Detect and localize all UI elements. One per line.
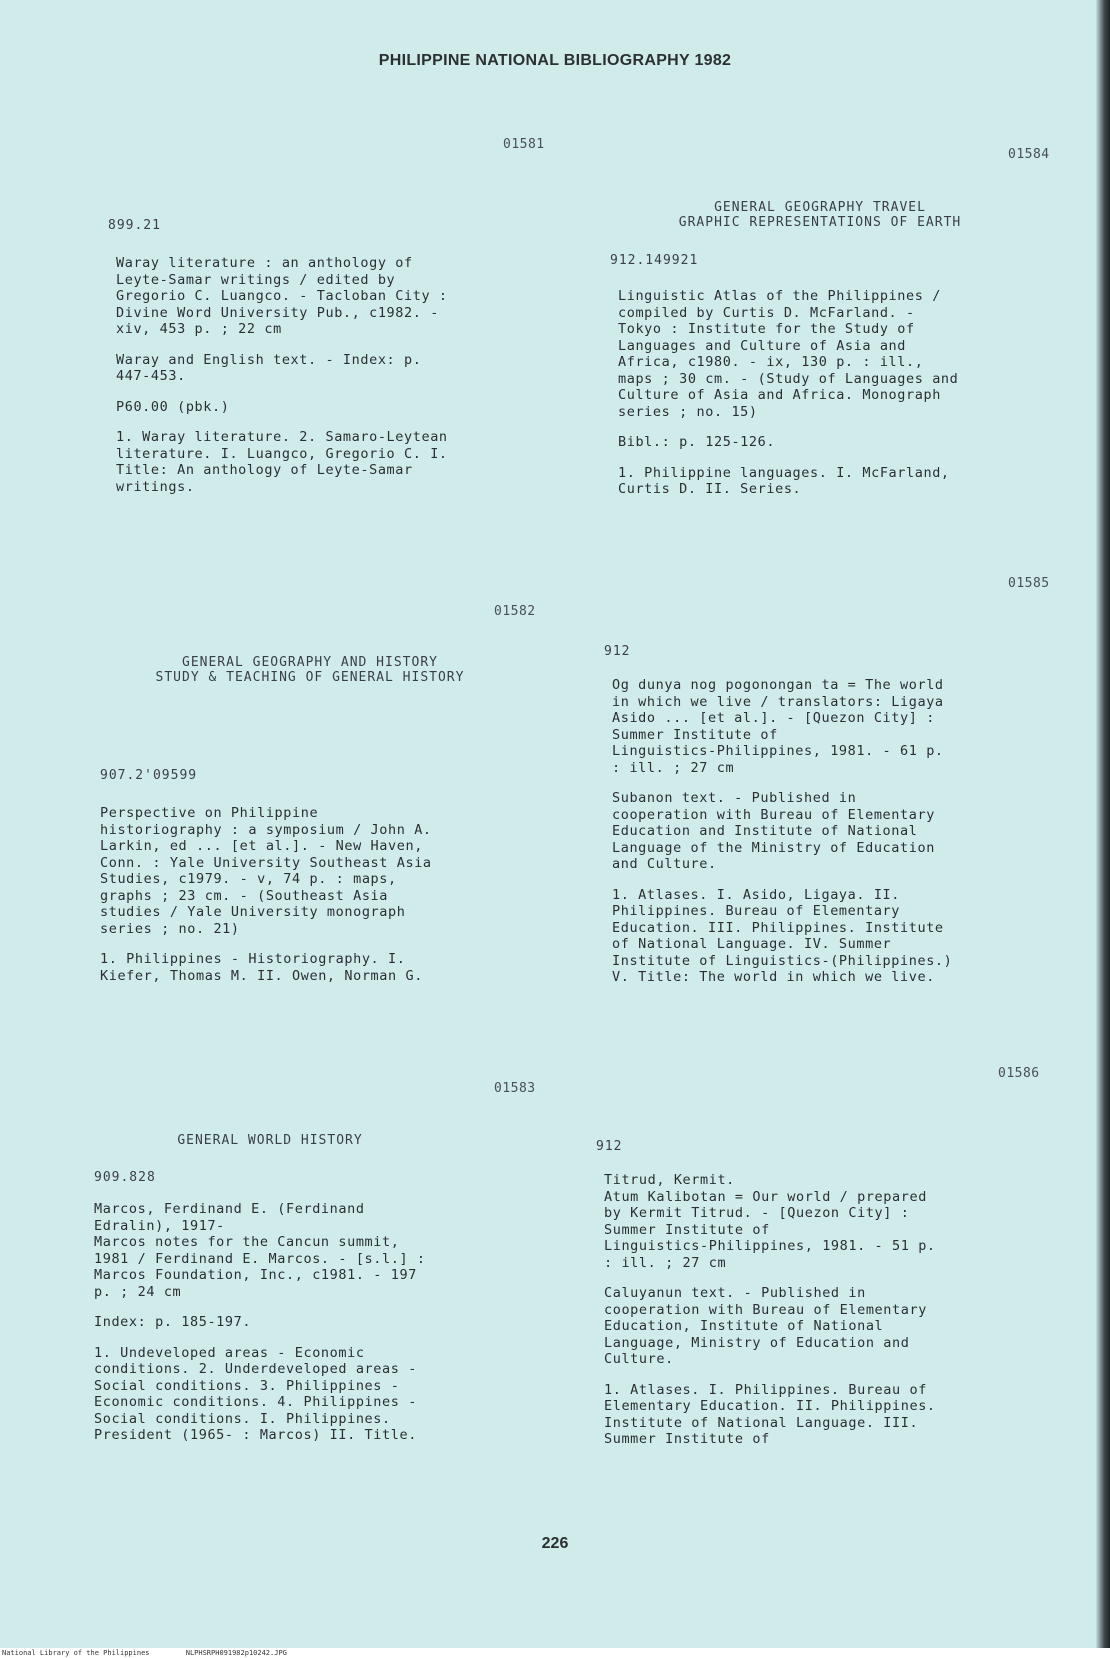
entry-description: Og dunya nog pogonongan ta = The world in which we live / translators: Ligaya Asido ... [et al.]. - [Quezon City] : Summer Institute of Linguistics-Philippines, 1981. - 61 p. : ill. ; 27 cm xyxy=(612,677,944,776)
class-number: 899.21 xyxy=(108,218,161,233)
entry-tracings: 1. Atlases. I. Asido, Ligaya. II. Philippines. Bureau of Elementary Education. III. Philippines. Institute of National Language. IV. Summer Institute of Linguistics-(Philippines.) V. Title: The world in which we live. xyxy=(612,886,953,985)
entry-note: Waray and English text. - Index: p. 447-453. xyxy=(116,351,422,384)
footer-image-filename: NLPHSRPH091982p10242.JPG xyxy=(185,1649,287,1657)
entry-tracings: 1. Atlases. I. Philippines. Bureau of Elementary Education. II. Philippines. Institute of National Language. III. Summer Institute of xyxy=(604,1381,936,1447)
entry-tracings: 1. Philippine languages. I. McFarland, Curtis D. II. Series. xyxy=(618,464,950,497)
entry-number: 01582 xyxy=(494,604,536,619)
entry-description: Waray literature : an anthology of Leyte-Samar writings / edited by Gregorio C. Luangco. - Tacloban City : Divine Word University Pub., c1982. - xiv, 453 p. ; 22 cm xyxy=(116,255,448,337)
class-number: 909.828 xyxy=(94,1170,156,1185)
entry-description: Perspective on Philippine historiography : a symposium / John A. Larkin, ed ... [et al.]. - New Haven, Conn. : Yale University Southeast Asia Studies, c1979. - v, 74 p. : maps, graphs ; 23 cm. - (Southeast Asia studies / Yale University monograph series ; no. 21) xyxy=(100,805,432,937)
footer-library-name: National Library of the Philippines xyxy=(2,1649,150,1657)
entry-note: Subanon text. - Published in cooperation with Bureau of Elementary Education and Institute of National Language of the Ministry of Education and Culture. xyxy=(612,790,935,872)
entry-tracings: 1. Waray literature. 2. Samaro-Leytean literature. I. Luangco, Gregorio C. I. Title: An anthology of Leyte-Samar writings. xyxy=(116,429,448,495)
entry-note: Caluyanun text. - Published in cooperation with Bureau of Elementary Education, Institute of National Language, Ministry of Education and Culture. xyxy=(604,1285,927,1367)
entry-description: Marcos, Ferdinand E. (Ferdinand Edralin), 1917- Marcos notes for the Cancun summit, 1981 / Ferdinand E. Marcos. - [s.l.] : Marcos Foundation, Inc., c1981. - 197 p. ; 24 cm xyxy=(94,1201,426,1300)
class-number: 912 xyxy=(604,644,631,659)
bibliographic-entry-01582-body xyxy=(100,768,560,998)
subject-heading: GENERAL GEOGRAPHY TRAVEL GRAPHIC REPRESENTATIONS OF EARTH xyxy=(678,200,962,230)
bibliographic-entry-01582 xyxy=(100,655,560,685)
entry-number: 01585 xyxy=(1008,576,1050,591)
bibliographic-entry-01585 xyxy=(604,644,1064,1000)
subject-heading: GENERAL WORLD HISTORY xyxy=(177,1133,363,1148)
subject-heading: GENERAL GEOGRAPHY AND HISTORY STUDY & TEACHING OF GENERAL HISTORY xyxy=(155,655,465,685)
bibliographic-entry-01583-subject xyxy=(100,1133,560,1148)
entry-number: 01581 xyxy=(503,137,545,152)
class-number: 912.149921 xyxy=(610,253,699,268)
class-number: 907.2'09599 xyxy=(100,768,198,783)
entry-tracings: 1. Philippines - Historiography. I. Kiefer, Thomas M. II. Owen, Norman G. xyxy=(100,951,423,984)
scan-footer xyxy=(0,1648,1110,1658)
bibliographic-entry-01583 xyxy=(94,1170,554,1458)
entry-tracings: 1. Undeveloped areas - Economic conditions. 2. Underdeveloped areas - Social conditions. 3. Philippines - Economic conditions. 4. Philippines - Social conditions. I. Philippines. President (1965- : Marcos) II. Title. xyxy=(94,1344,417,1443)
entry-number: 01583 xyxy=(494,1081,536,1096)
entry-note: Bibl.: p. 125-126. xyxy=(618,434,776,450)
entry-note: Index: p. 185-197. xyxy=(94,1314,252,1330)
entry-description: Titrud, Kermit. Atum Kalibotan = Our world / prepared by Kermit Titrud. - [Quezon City] : Summer Institute of Linguistics-Philippines, 1981. - 51 p. : ill. ; 27 cm xyxy=(604,1172,936,1271)
entry-price: P60.00 (pbk.) xyxy=(116,398,230,415)
bibliographic-entry-01586 xyxy=(596,1139,1056,1462)
entry-description: Linguistic Atlas of the Philippines / compiled by Curtis D. McFarland. - Tokyo : Institute for the Study of Languages and Culture of Asia and Africa, c1980. - ix, 130 p. : ill., maps ; 30 cm. - (Study of Languages and Culture of Asia and Africa. Monograph series ; no. 15) xyxy=(618,288,959,420)
bibliographic-entry-01584-subject xyxy=(640,200,1100,230)
page-header-title: PHILIPPINE NATIONAL BIBLIOGRAPHY 1982 xyxy=(378,52,732,69)
page-edge-shadow xyxy=(1096,0,1110,1658)
page-number: 226 xyxy=(541,1535,569,1552)
entry-number: 01584 xyxy=(1008,147,1050,162)
class-number: 912 xyxy=(596,1139,623,1154)
bibliographic-entry-01584 xyxy=(610,253,1070,512)
bibliographic-entry-01581 xyxy=(108,218,568,509)
entry-number: 01586 xyxy=(998,1066,1040,1081)
